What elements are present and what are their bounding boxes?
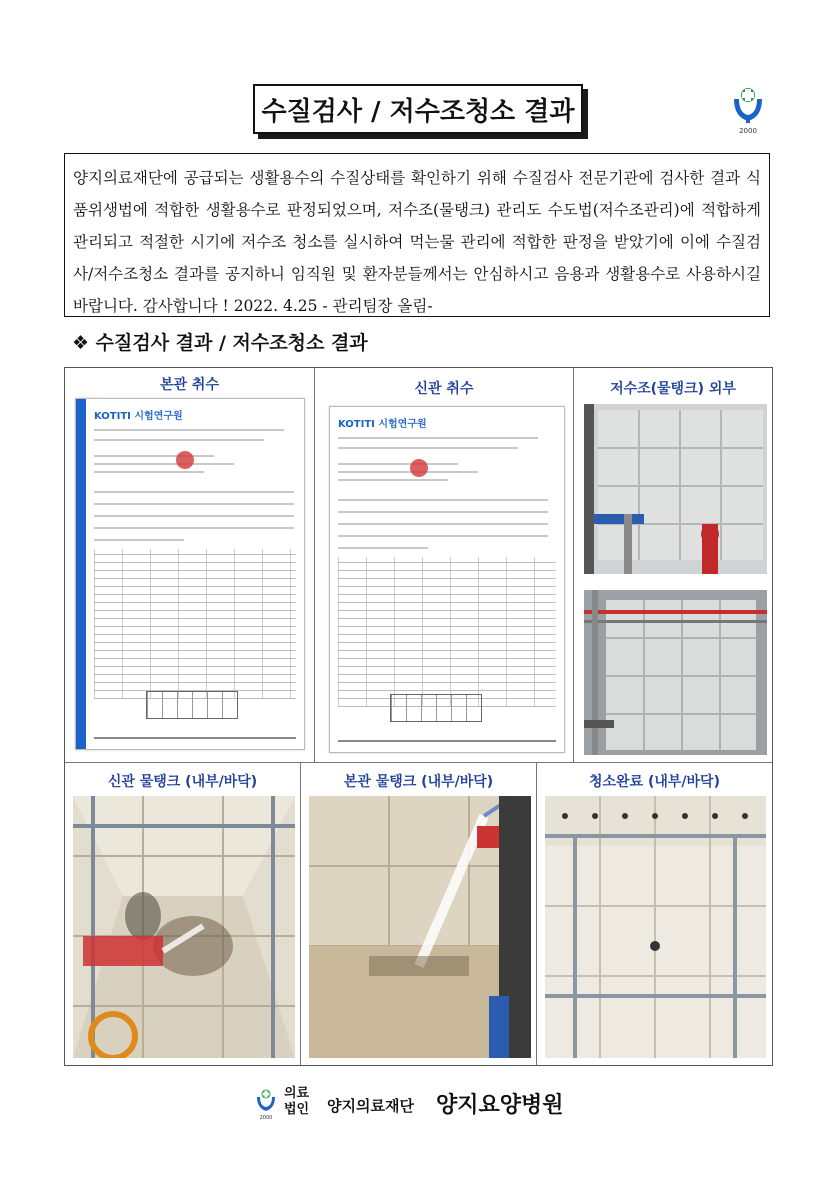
panel-tank-exterior	[574, 368, 772, 763]
report-results-table	[94, 549, 296, 699]
panel-main-water	[65, 368, 315, 763]
approval-signatures	[146, 691, 238, 719]
corp-label-bottom: 법인	[284, 1102, 310, 1117]
water-test-report-main	[75, 398, 305, 750]
water-test-report-new	[329, 406, 565, 753]
corp-label	[284, 1086, 309, 1118]
panel-main-tank	[301, 763, 537, 1065]
results-grid	[64, 367, 773, 1066]
logo-year: 2000	[739, 127, 757, 135]
approval-signatures	[390, 694, 482, 722]
panel-cleaning-done-caption: 청소완료 (내부/바닥)	[589, 774, 720, 790]
hospital-name: 양지요양병원	[436, 1093, 564, 1118]
notice-box: 양지의료재단에 공급되는 생활용수의 수질상태를 확인하기 위해 수질검사 전문기관에 검사한 결과 식품위생법에 적합한 생활용수로 판정되었으며, 저수조(물탱크) 관리도 수도법(저수조관리)에 적합하게 관리되고 적절한 시기에 저수조 청소를 실시하여 먹는물 관리에 적합한 판정을 받았기에 이에 수질검사/저수조청소 결과를 공지하니 임직원 및 환자분들께서는 안심하시고 음용과 생활용수로 사용하시길 바랍니다. 감사합니다 ! 2022. 4.25 - 관리팀장 올림-	[64, 153, 770, 317]
panel-new-tank-caption: 신관 물탱크 (내부/바닥)	[107, 774, 258, 790]
panel-new-water-caption: 신관 취수	[414, 381, 474, 397]
report-lab-name: KOTITI 시험연구원	[338, 419, 427, 430]
foundation-name: 양지의료재단	[327, 1097, 414, 1115]
tank-exterior-photo-1	[584, 404, 767, 574]
panel-main-water-caption: 본관 취수	[160, 377, 219, 393]
panel-tank-exterior-caption: 저수조(물탱크) 외부	[610, 381, 736, 397]
panel-cleaning-done	[537, 763, 772, 1065]
page-title: 수질검사 / 저수조청소 결과	[253, 84, 583, 134]
panel-new-water	[315, 368, 574, 763]
report-results-table	[338, 557, 556, 707]
official-seal-icon	[410, 459, 428, 477]
clean-tank-interior-photo	[545, 796, 766, 1058]
foundation-logo-icon	[730, 83, 766, 135]
tank-exterior-photo-2	[584, 590, 767, 755]
panel-new-tank	[65, 763, 301, 1065]
panel-main-tank-caption: 본관 물탱크 (내부/바닥)	[343, 774, 494, 790]
new-tank-interior-photo	[73, 796, 295, 1058]
official-seal-icon	[176, 451, 194, 469]
corp-label-top: 의료	[284, 1086, 310, 1101]
report-lab-name: KOTITI 시험연구원	[94, 411, 183, 422]
section-heading: ❖ 수질검사 결과 / 저수조청소 결과	[72, 332, 368, 354]
main-tank-interior-photo	[309, 796, 531, 1058]
footer-logo-icon	[255, 1087, 277, 1121]
footer-logo-year: 2000	[259, 1115, 273, 1121]
